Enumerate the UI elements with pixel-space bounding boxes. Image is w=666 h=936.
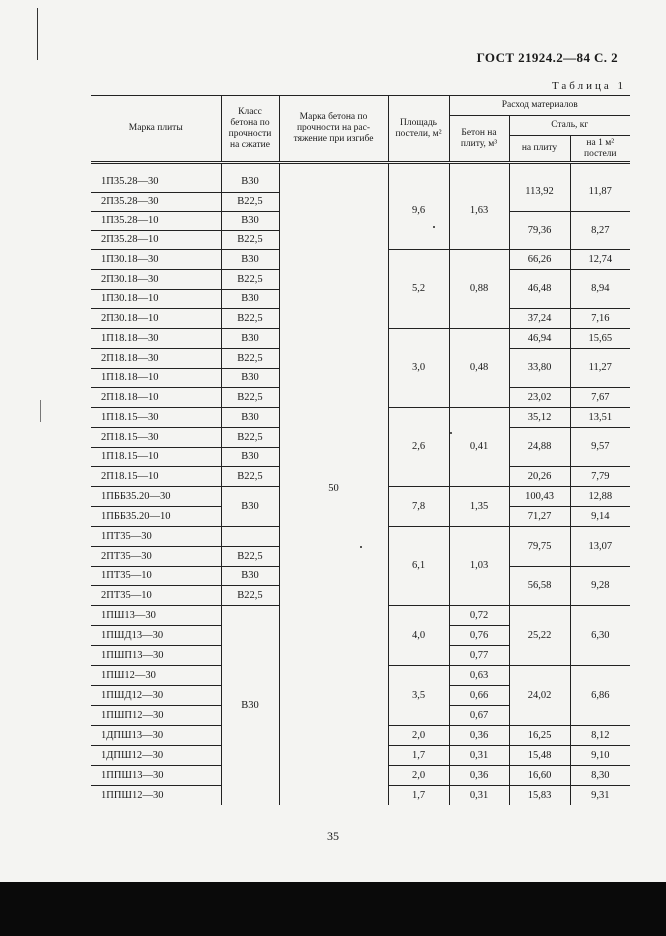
table-row-class: В22,5 [221, 427, 279, 447]
concrete-cell: 0,31 [449, 785, 509, 805]
steel-slab-cell: 16,25 [509, 725, 570, 745]
concrete-cell: 1,03 [449, 526, 509, 605]
steel-m2-cell: 8,30 [570, 765, 630, 785]
table-row-mark: 1ПТ35—30 [91, 526, 221, 546]
steel-slab-cell: 23,02 [509, 387, 570, 407]
concrete-cell: 0,67 [449, 705, 509, 725]
steel-m2-cell: 9,14 [570, 506, 630, 526]
table-row-mark: 2П30.18—30 [91, 269, 221, 289]
col-steel: Сталь, кг [509, 116, 630, 136]
concrete-cell: 1,35 [449, 486, 509, 526]
concrete-cell: 0,36 [449, 765, 509, 785]
table-row-mark: 1ПШ13—30 [91, 605, 221, 625]
table-row-class: В22,5 [221, 308, 279, 328]
table-row-class: В30 [221, 407, 279, 427]
concrete-cell: 0,63 [449, 665, 509, 685]
steel-slab-cell: 15,48 [509, 745, 570, 765]
table-row-class: В30 [221, 566, 279, 585]
table-row-mark: 2ПТ35—10 [91, 585, 221, 605]
table-row-mark: 1П35.28—10 [91, 211, 221, 230]
steel-m2-cell: 15,65 [570, 328, 630, 348]
steel-slab-cell: 56,58 [509, 566, 570, 605]
steel-slab-cell: 16,60 [509, 765, 570, 785]
table-row-mark: 1ПШ12—30 [91, 665, 221, 685]
concrete-cell: 0,72 [449, 605, 509, 625]
table-row-class: В22,5 [221, 466, 279, 486]
table-row-class: В30 [221, 486, 279, 526]
table-row-class: В22,5 [221, 585, 279, 605]
area-cell: 5,2 [388, 249, 449, 328]
steel-m2-cell: 13,07 [570, 526, 630, 566]
table-row-mark: 2ПТ35—30 [91, 546, 221, 566]
table-row-mark: 1П30.18—10 [91, 289, 221, 308]
table-row-mark: 2П18.18—10 [91, 387, 221, 407]
col-steel-slab: на плиту [509, 136, 570, 163]
steel-m2-cell: 9,31 [591, 789, 610, 801]
area-cell: 1,7 [388, 745, 449, 765]
table-row-mark: 1ПШД13—30 [91, 625, 221, 645]
table-row-class: В22,5 [221, 230, 279, 249]
area-cell: 2,0 [388, 765, 449, 785]
table-row-class: В30 [221, 172, 279, 192]
area-cell: 1,7 [388, 785, 449, 805]
steel-m2-cell: 7,67 [570, 387, 630, 407]
col-grade: Марка бетона по прочности на растяжение при изгибе [279, 96, 388, 163]
steel-m2-cell: 9,57 [570, 427, 630, 466]
table-row-class: В30 [221, 249, 279, 269]
steel-slab-cell: 66,26 [509, 249, 570, 269]
area-cell: 2,0 [388, 725, 449, 745]
area-cell: 6,1 [388, 526, 449, 605]
steel-m2-cell: 13,51 [570, 407, 630, 427]
steel-slab-cell: 100,43 [509, 486, 570, 506]
table-row-mark: 2П18.15—10 [91, 466, 221, 486]
table-row-mark: 1ПШП13—30 [91, 645, 221, 665]
table-row-mark: 1П30.18—30 [91, 249, 221, 269]
table-row-class: В22,5 [221, 348, 279, 368]
page-number: 35 [327, 829, 339, 843]
table-row-class: В30 [221, 211, 279, 230]
scan-edge [0, 882, 666, 936]
table-row-mark: 1ДПШ13—30 [91, 725, 221, 745]
area-cell: 3,5 [388, 665, 449, 725]
margin-mark [37, 8, 38, 60]
table-row-class: В30 [221, 605, 279, 805]
table-row-mark: 1ПТ35—10 [91, 566, 221, 585]
table-row-mark: 1П35.28—30 [91, 172, 221, 192]
steel-slab-cell: 113,92 [509, 172, 570, 211]
steel-slab-cell: 25,22 [509, 605, 570, 665]
concrete-cell: 0,41 [449, 407, 509, 486]
table-row-mark: 1ПШП12—30 [91, 705, 221, 725]
steel-slab-cell: 20,26 [509, 466, 570, 486]
speck [360, 546, 362, 548]
steel-m2-cell: 11,87 [570, 172, 630, 211]
concrete-cell: 0,76 [449, 625, 509, 645]
table-row-class: В30 [221, 289, 279, 308]
area-cell: 7,8 [388, 486, 449, 526]
steel-slab-cell: 46,48 [509, 269, 570, 308]
area-cell: 2,6 [388, 407, 449, 486]
col-mark: Марка плиты [91, 96, 221, 163]
table-row-mark: 1П18.18—10 [91, 368, 221, 387]
table-row-mark: 1П18.15—30 [91, 407, 221, 427]
steel-slab-cell: 79,75 [509, 526, 570, 566]
area-cell: 9,6 [388, 172, 449, 249]
table-row-class: В22,5 [221, 269, 279, 289]
table-row-mark: 1ПШД12—30 [91, 685, 221, 705]
steel-m2-cell: 6,30 [570, 605, 630, 665]
steel-m2-cell: 12,88 [570, 486, 630, 506]
steel-m2-cell: 8,94 [570, 269, 630, 308]
concrete-cell: 0,77 [449, 645, 509, 665]
col-area: Площадь постели, м² [388, 96, 449, 163]
col-class: Класс бетона по прочности на сжатие [221, 96, 279, 163]
table-row-mark: 1П18.15—10 [91, 447, 221, 466]
table-row-mark: 1ДПШ12—30 [91, 745, 221, 765]
concrete-cell: 1,63 [449, 172, 509, 249]
table-row-class: В30 [221, 368, 279, 387]
document-code: ГОСТ 21924.2—84 С. 2 [476, 50, 618, 65]
margin-mark [40, 400, 41, 422]
table-row-class [221, 526, 279, 546]
concrete-cell: 0,36 [449, 725, 509, 745]
speck [433, 226, 435, 228]
table-row-mark: 1П18.18—30 [91, 328, 221, 348]
col-steel-m2: на 1 м² постели [584, 137, 617, 159]
table-row-class: В22,5 [221, 192, 279, 211]
steel-slab-cell: 15,83 [509, 785, 570, 805]
concrete-cell: 0,31 [449, 745, 509, 765]
steel-slab-cell: 24,02 [509, 665, 570, 725]
steel-m2-cell: 7,16 [570, 308, 630, 328]
table-row-mark: 2П35.28—10 [91, 230, 221, 249]
area-cell: 4,0 [388, 605, 449, 665]
steel-slab-cell: 71,27 [509, 506, 570, 526]
table-row-mark: 1ППШ13—30 [91, 765, 221, 785]
steel-m2-cell: 8,27 [570, 211, 630, 249]
table-row-mark: 2П30.18—10 [91, 308, 221, 328]
table-row-mark: 2П35.28—30 [91, 192, 221, 211]
steel-m2-cell: 6,86 [570, 665, 630, 725]
table-label: Таблица 1 [551, 80, 626, 92]
table-row-mark: 2П18.18—30 [91, 348, 221, 368]
table-row-class: В30 [221, 447, 279, 466]
table-row-class: В22,5 [221, 387, 279, 407]
concrete-cell: 0,66 [449, 685, 509, 705]
speck [450, 432, 452, 434]
steel-m2-cell: 8,12 [570, 725, 630, 745]
table-row-mark: 1ППШ12—30 [91, 785, 221, 805]
grade-cell: 50 [279, 172, 388, 805]
steel-m2-cell: 7,79 [570, 466, 630, 486]
steel-slab-cell: 37,24 [509, 308, 570, 328]
steel-slab-cell: 46,94 [509, 328, 570, 348]
steel-slab-cell: 24,88 [509, 427, 570, 466]
concrete-cell: 0,88 [449, 249, 509, 328]
table-row-mark: 1ПББ35.20—30 [91, 486, 221, 506]
steel-slab-cell: 33,80 [509, 348, 570, 387]
steel-m2-cell: 12,74 [570, 249, 630, 269]
table-row-class: В30 [221, 328, 279, 348]
area-cell: 3,0 [388, 328, 449, 407]
materials-table [91, 95, 630, 805]
table-row-mark: 2П18.15—30 [91, 427, 221, 447]
col-concrete: Бетон на плиту, м³ [449, 116, 509, 163]
steel-m2-cell: 9,28 [570, 566, 630, 605]
table-row-mark: 1ПББ35.20—10 [91, 506, 221, 526]
steel-slab-cell: 79,36 [509, 211, 570, 249]
steel-m2-cell: 11,27 [570, 348, 630, 387]
col-consumption: Расход материалов [449, 96, 630, 116]
steel-m2-cell: 9,10 [570, 745, 630, 765]
concrete-cell: 0,48 [449, 328, 509, 407]
table-row-class: В22,5 [221, 546, 279, 566]
steel-slab-cell: 35,12 [509, 407, 570, 427]
